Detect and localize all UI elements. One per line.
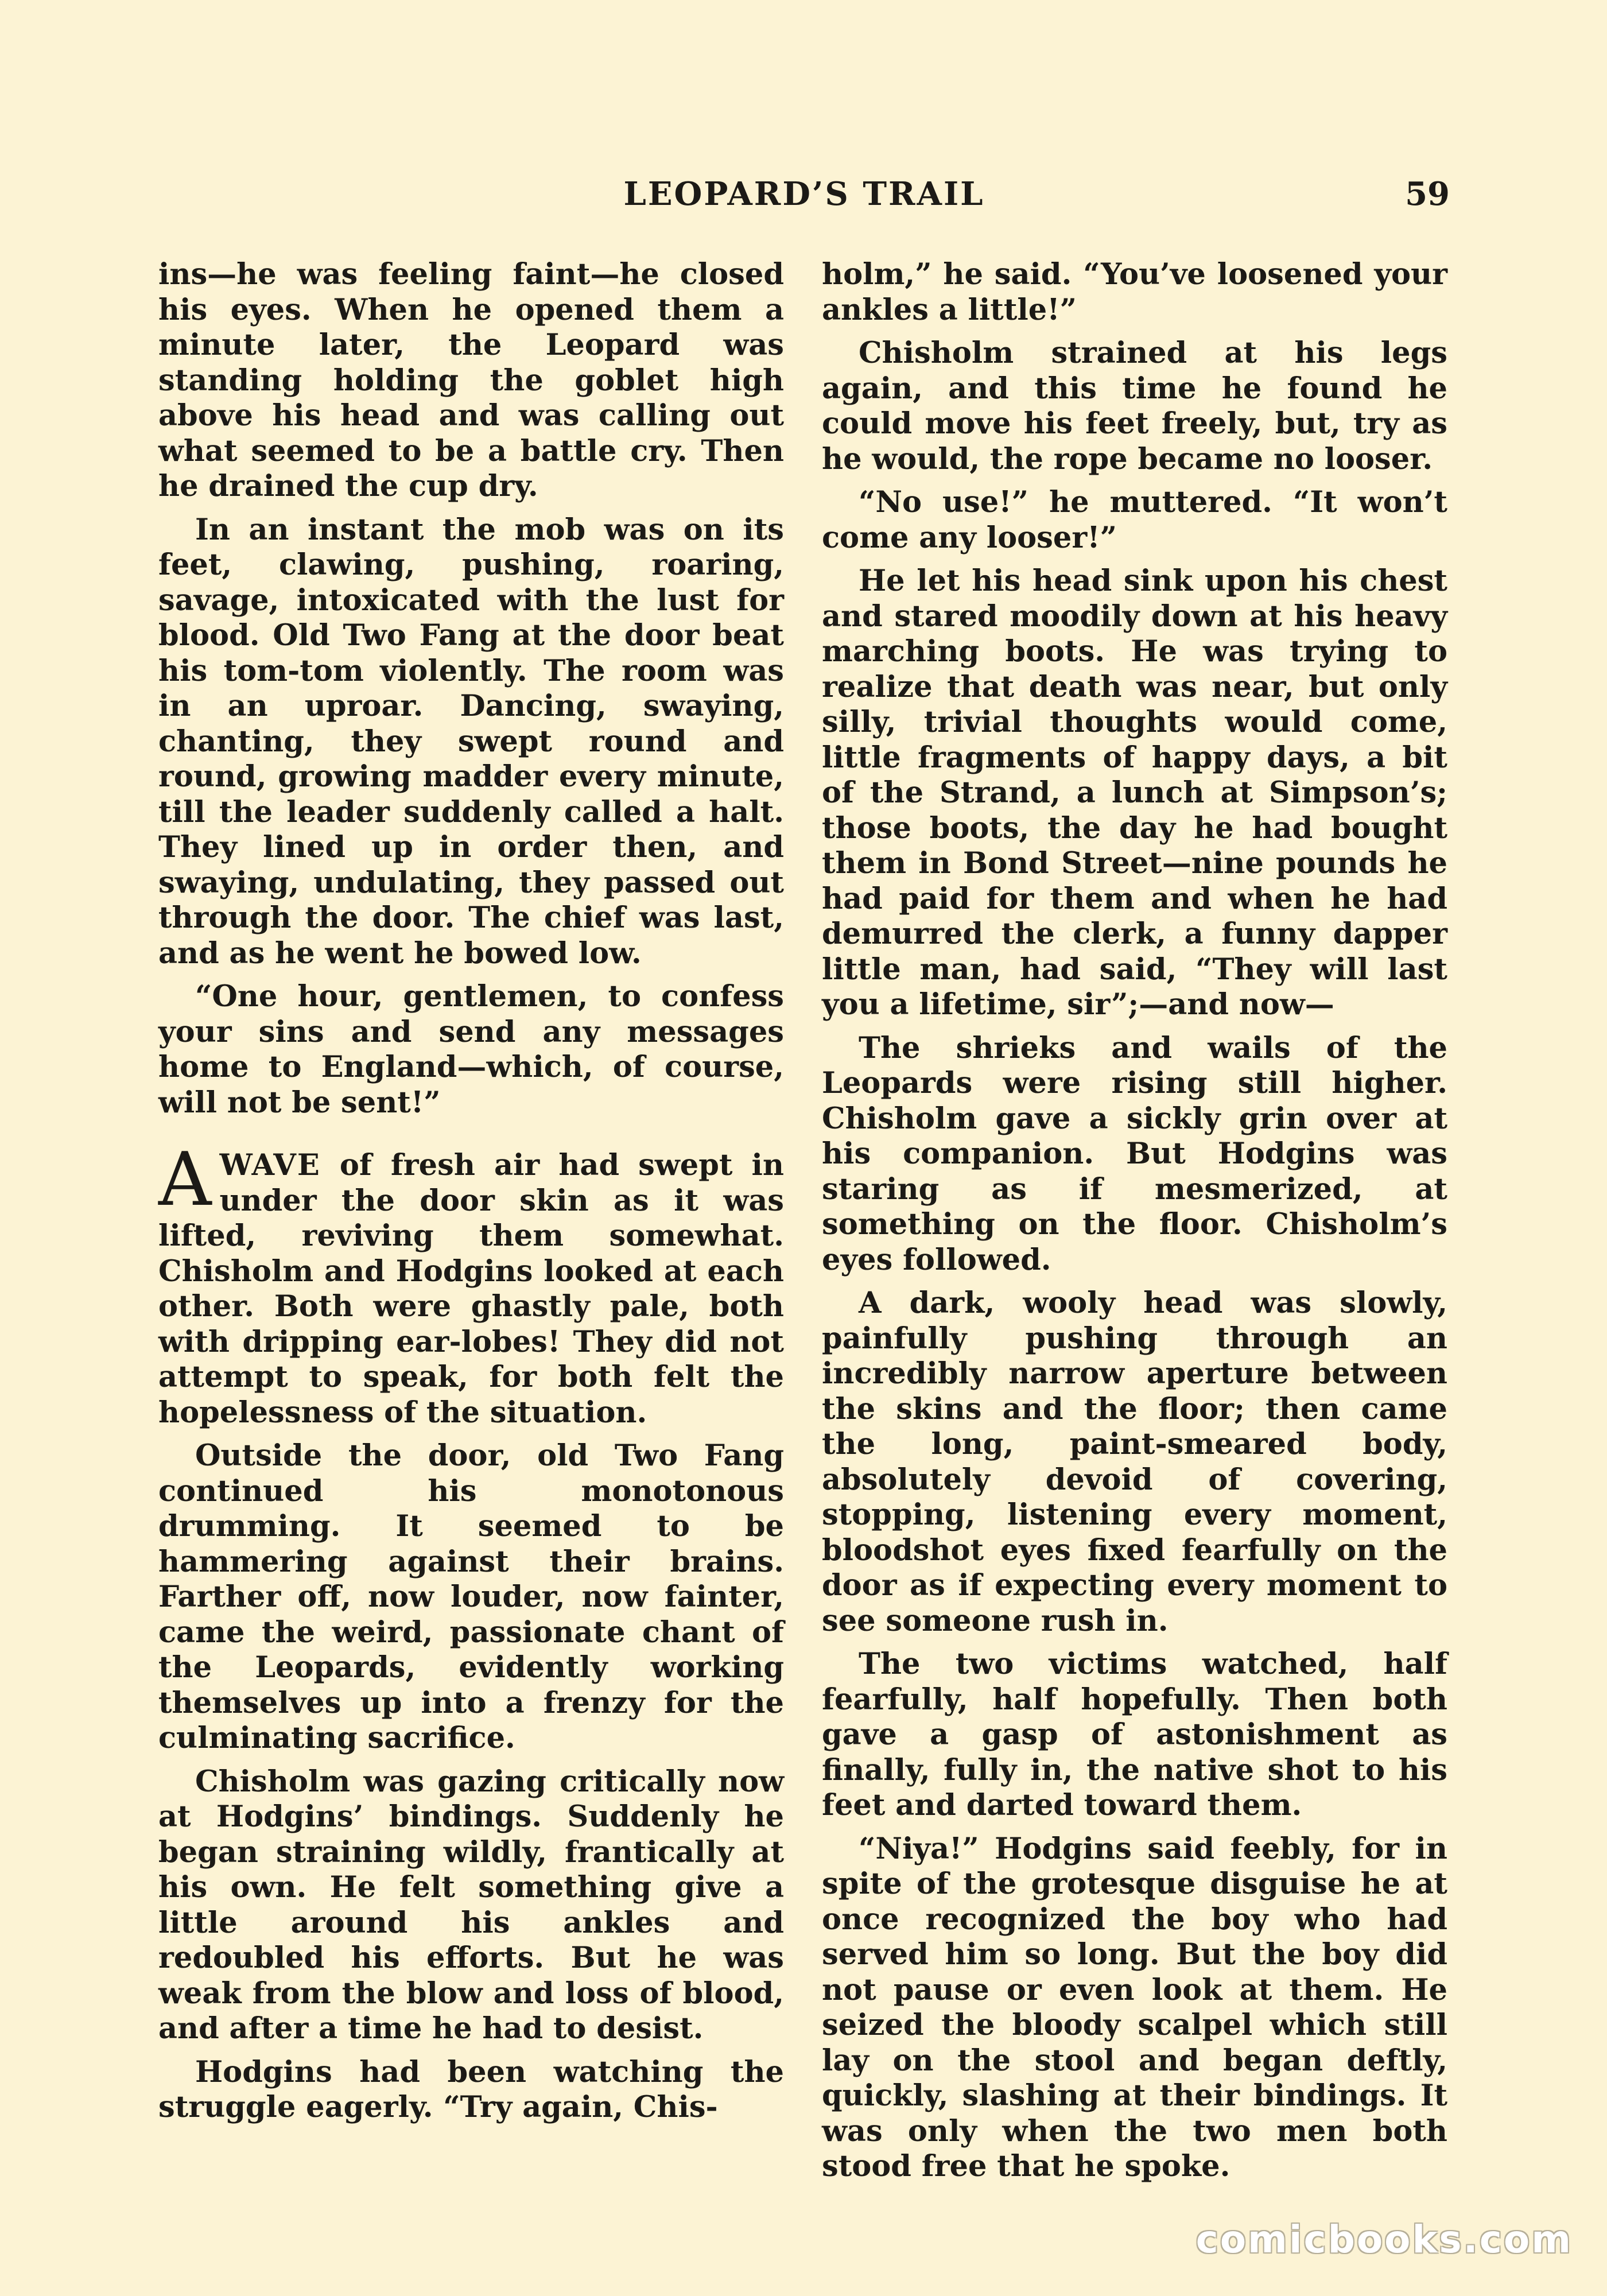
running-title: LEOPARD’S TRAIL <box>623 175 985 213</box>
paragraph: The shrieks and wails of the Leopards were rising still higher. Chisholm gave a sickly grin over at his companion. But Hodgins was staring as if mesmerized, at something on the floor. Chisholm’s eyes followed. <box>822 1030 1447 1277</box>
paragraph: Chisholm strained at his legs again, and this time he found he could move his feet freely, but, try as he would, the rope became no looser. <box>822 336 1447 476</box>
paragraph: “One hour, gentlemen, to confess your sins and send any messages home to England—which, of course, will not be sent!” <box>158 979 784 1120</box>
paragraph: Outside the door, old Two Fang continued his monotonous drumming. It seemed to be hammering against their brains. Farther off, now louder, now fainter, came the weird, passionate chant of the Leopards, evidently working themselves up into a frenzy for the culminating sacrifice. <box>158 1438 784 1755</box>
right-column <box>822 257 1447 2193</box>
running-header <box>158 175 1450 221</box>
paragraph: ins—he was feeling faint—he closed his eyes. When he opened them a minute later, the Leopard was standing holding the goblet high above his head and was calling out what seemed to be a battle cry. Then he drained the cup dry. <box>158 257 784 503</box>
left-column <box>158 257 784 2134</box>
small-caps-lead: WAVE <box>219 1148 321 1182</box>
paragraph: He let his head sink upon his chest and stared moodily down at his heavy marching boots. He was trying to realize that death was near, but only silly, trivial thoughts would come, little fragments of happy days, a bit of the Strand, a lunch at Simpson’s; those boots, the day he had bought them in Bond Street—nine pounds he had paid for them and when he had demurred the clerk, a funny dapper little man, had said, “They will last you a lifetime, sir”;—and now— <box>822 564 1447 1022</box>
watermark: comicbooks.com <box>1195 2217 1573 2262</box>
paragraph-text: of fresh air had swept in under the door skin as it was lifted, reviving them somewhat. Chisholm and Hodgins looked at each other. Both were ghastly pale, both with dripping ear-lobes! They did not attempt to speak, for both felt the hopelessness of the situation. <box>158 1148 784 1430</box>
drop-cap: A <box>158 1137 212 1223</box>
paragraph: “No use!” he muttered. “It won’t come any looser!” <box>822 485 1447 555</box>
paragraph: “Niya!” Hodgins said feebly, for in spite of the grotesque disguise he at once recognized the boy who had served him so long. But the boy did not pause or even look at them. He seized the bloody scalpel which still lay on the stool and began deftly, quickly, slashing at their bindings. It was only when the two men both stood free that he spoke. <box>822 1831 1447 2183</box>
paragraph: Hodgins had been watching the struggle eagerly. “Try again, Chis- <box>158 2054 784 2124</box>
paragraph: holm,” he said. “You’ve loosened your ankles a little!” <box>822 257 1447 327</box>
paragraph: The two victims watched, half fearfully, half hopefully. Then both gave a gasp of astonishment as finally, fully in, the native shot to his feet and darted toward them. <box>822 1647 1447 1822</box>
section-opening-paragraph <box>158 1137 784 1430</box>
page-number: 59 <box>1405 175 1450 213</box>
paragraph: Chisholm was gazing critically now at Hodgins’ bindings. Suddenly he began straining wildly, frantically at his own. He felt something give a little around his ankles and redoubled his efforts. But he was weak from the blow and loss of blood, and after a time he had to desist. <box>158 1764 784 2046</box>
paragraph: A dark, wooly head was slowly, painfully pushing through an incredibly narrow aperture between the skins and the floor; then came the long, paint-smeared body, absolutely devoid of covering, stopping, listening every moment, bloodshot eyes fixed fearfully on the door as if expecting every moment to see someone rush in. <box>822 1286 1447 1638</box>
paragraph: In an instant the mob was on its feet, clawing, pushing, roaring, savage, intoxicated with the lust for blood. Old Two Fang at the door beat his tom-tom violently. The room was in an uproar. Dancing, swaying, chanting, they swept round and round, growing madder every minute, till the leader suddenly called a halt. They lined up in order then, and swaying, undulating, they passed out through the door. The chief was last, and as he went he bowed low. <box>158 512 784 971</box>
